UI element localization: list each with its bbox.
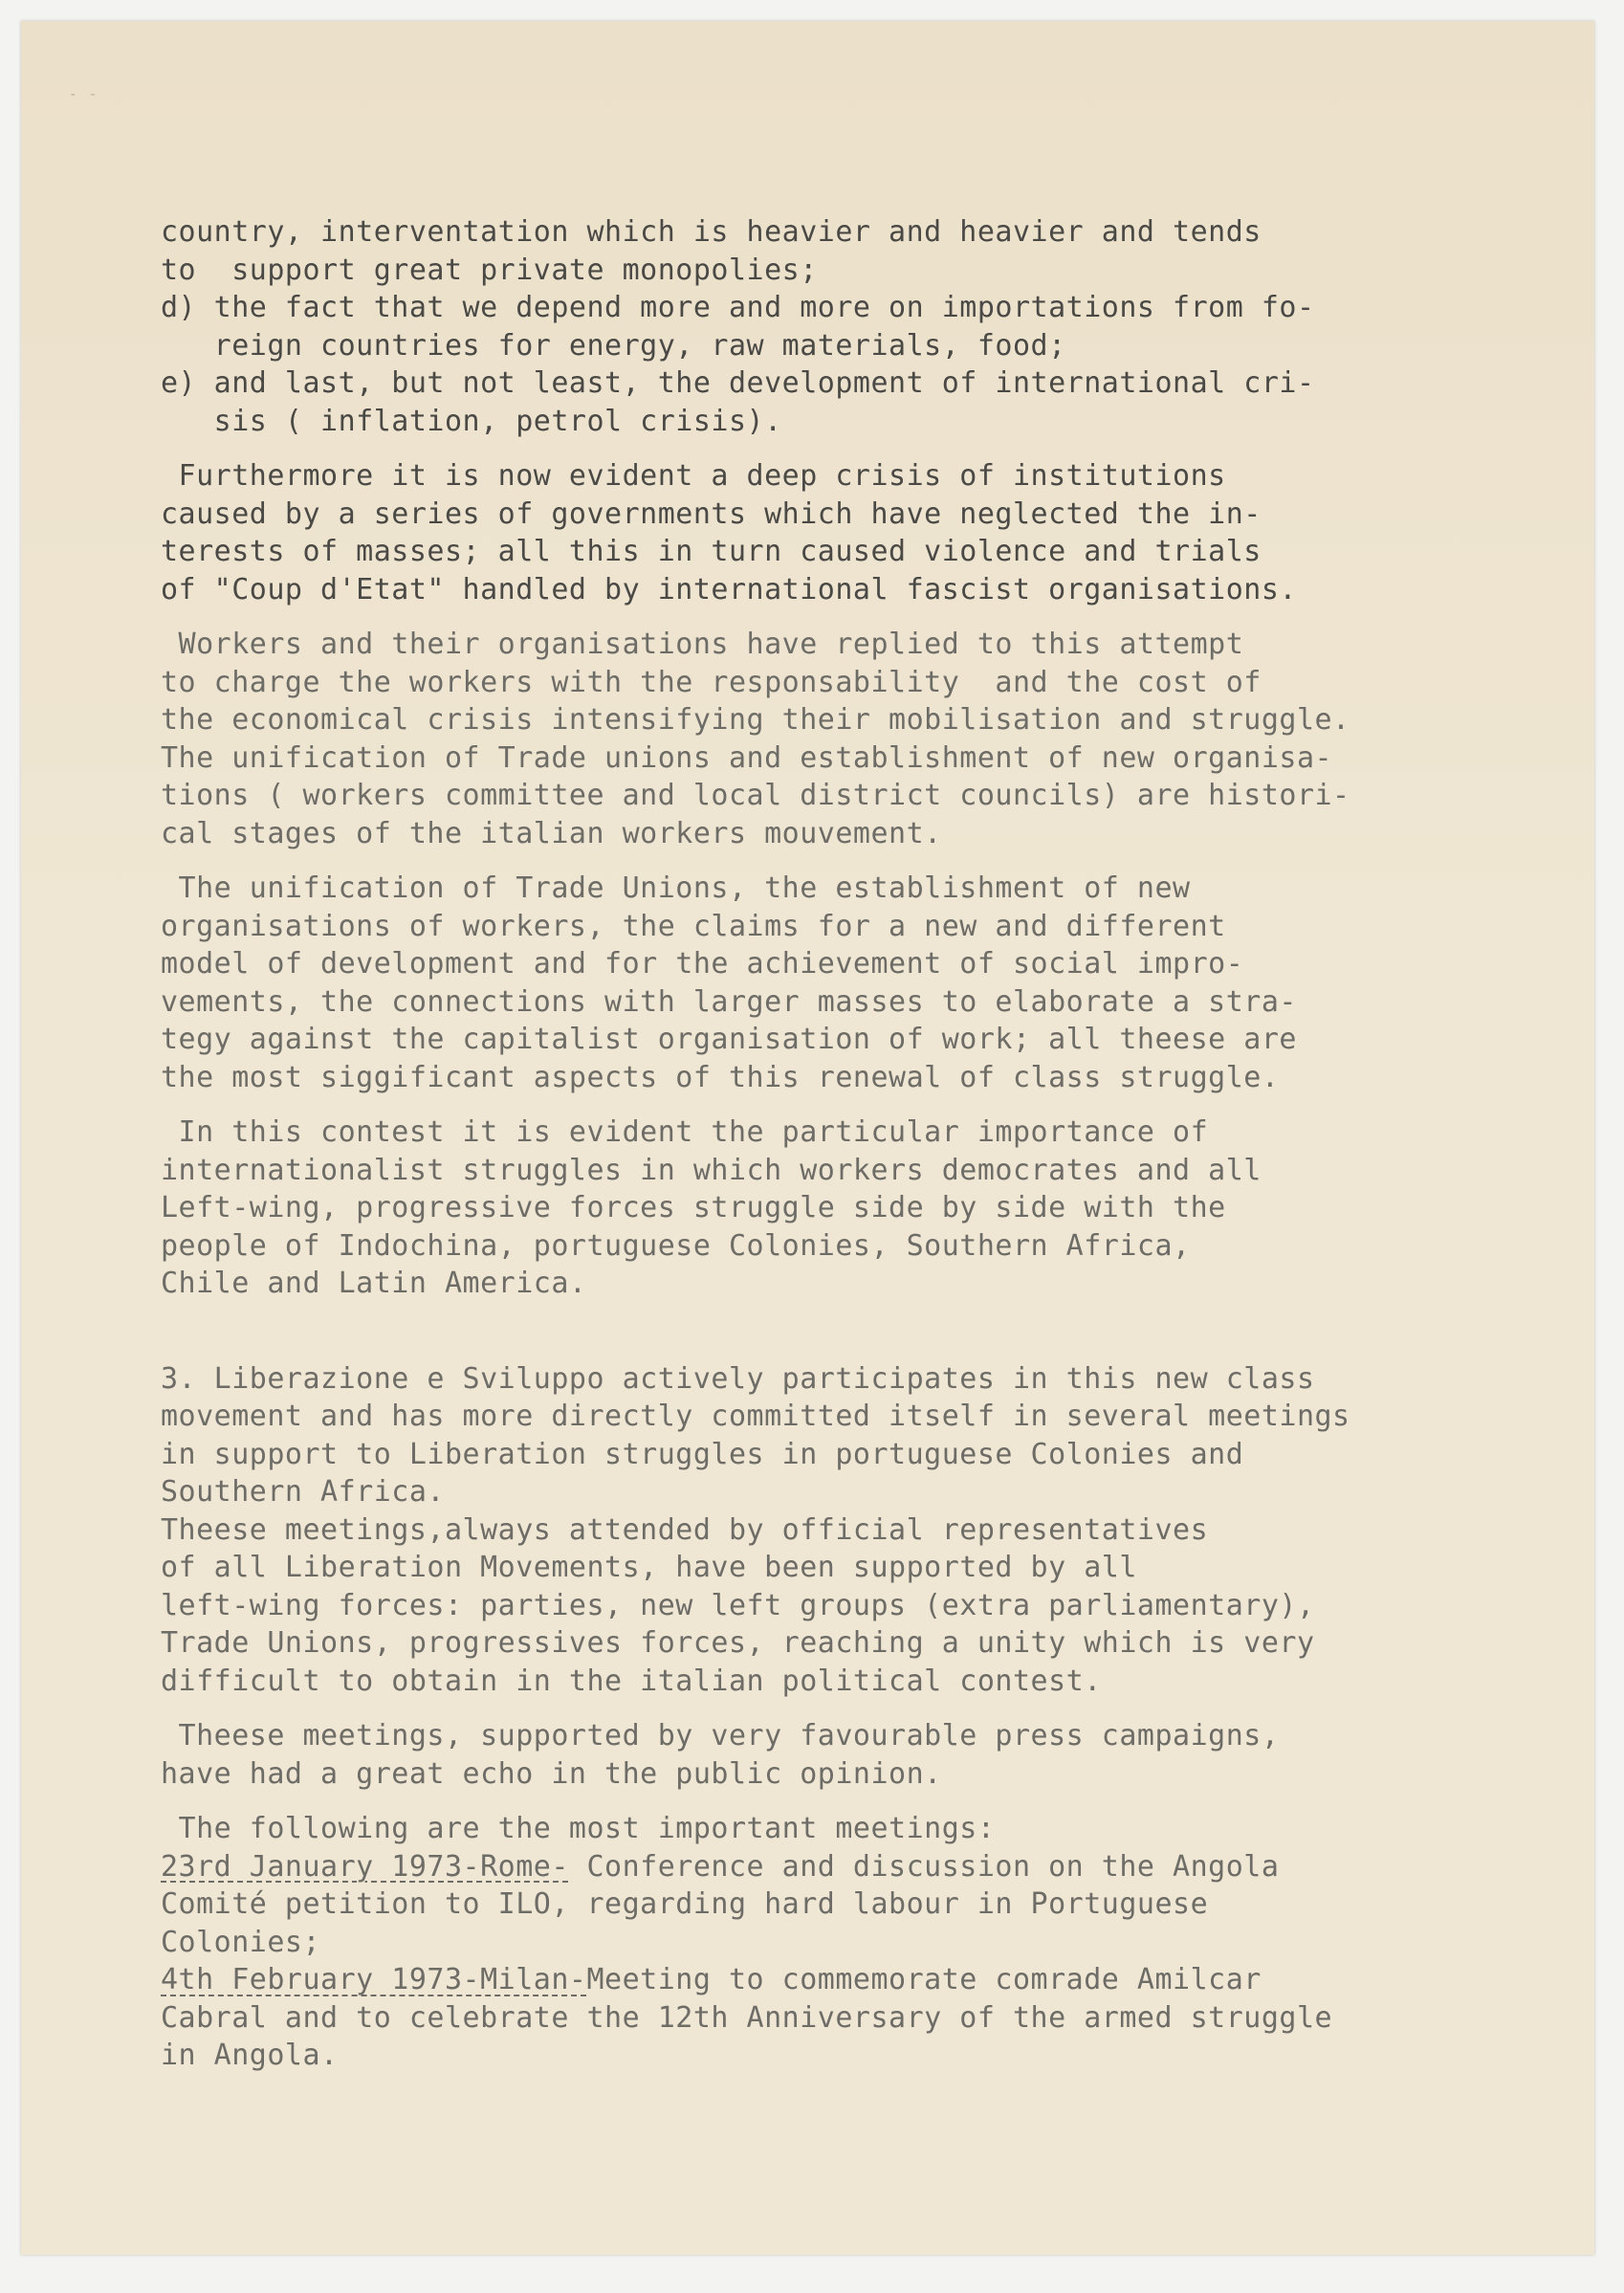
text-line: Comité petition to ILO, regarding hard labour in Portuguese bbox=[161, 1887, 1209, 1921]
text-line: movement and has more directly committed itself in several meetings bbox=[161, 1400, 1350, 1433]
paragraph-press bbox=[161, 1717, 1500, 1793]
text-line: 3. Liberazione e Sviluppo actively participates in this new class bbox=[161, 1361, 1315, 1396]
text-line: Workers and their organisations have replied to this attempt bbox=[161, 628, 1244, 661]
text-line: Trade Unions, progressives forces, reaching a unity which is very bbox=[161, 1626, 1315, 1660]
text-line: reign countries for energy, raw materials, food; bbox=[161, 328, 1066, 363]
text-line: Theese meetings, supported by very favourable press campaigns, bbox=[161, 1719, 1280, 1753]
text-line: difficult to obtain in the italian political contest. bbox=[161, 1664, 1102, 1698]
text-line: of all Liberation Movements, have been supported by all bbox=[161, 1551, 1137, 1584]
body-text bbox=[161, 213, 1500, 2075]
text-line: cal stages of the italian workers mouvement. bbox=[161, 816, 942, 850]
text-line: people of Indochina, portuguese Colonies, Southern Africa, bbox=[161, 1228, 1191, 1263]
text-line: Left-wing, progressive forces struggle side by side with the bbox=[161, 1191, 1226, 1224]
meeting-item bbox=[161, 1848, 1500, 1886]
text-line: terests of masses; all this in turn caused violence and trials bbox=[161, 535, 1262, 568]
text-line: Colonies; bbox=[161, 1925, 321, 1959]
text-line: in support to Liberation struggles in portuguese Colonies and bbox=[161, 1437, 1244, 1471]
page-mark: - - bbox=[69, 87, 99, 102]
meetings-list bbox=[161, 1810, 1500, 2075]
text-line: Cabral and to celebrate the 12th Anniversary of the armed struggle bbox=[161, 2000, 1333, 2035]
meeting-date: 23rd January 1973-Rome- bbox=[161, 1849, 569, 1884]
paragraph-crisis-institutions bbox=[161, 457, 1500, 608]
text-line: Theese meetings,always attended by official representatives bbox=[161, 1512, 1209, 1547]
text-line: tions ( workers committee and local district councils) are histori- bbox=[161, 779, 1350, 812]
text-line: model of development and for the achievement of social impro- bbox=[161, 947, 1244, 981]
text-line: Chile and Latin America. bbox=[161, 1267, 587, 1300]
meeting-item bbox=[161, 1961, 1500, 1999]
meeting-description: Conference and discussion on the Angola bbox=[568, 1849, 1280, 1884]
paragraph-workers-reply bbox=[161, 626, 1500, 852]
text-line: d) the fact that we depend more and more on importations from fo- bbox=[161, 291, 1315, 324]
text-line: of "Coup d'Etat" handled by international fascist organisations. bbox=[161, 572, 1297, 606]
text-line: country, interventation which is heavier and heavier and tends bbox=[161, 215, 1262, 249]
document-page bbox=[21, 21, 1594, 2255]
text-line: caused by a series of governments which have neglected the in- bbox=[161, 496, 1262, 531]
text-line: to support great private monopolies; bbox=[161, 253, 818, 287]
text-line: sis ( inflation, petrol crisis). bbox=[161, 404, 782, 438]
text-line: e) and last, but not least, the development of international cri- bbox=[161, 366, 1315, 400]
paragraph-internationalist bbox=[161, 1113, 1500, 1303]
meeting-date: 4th February 1973-Milan- bbox=[161, 1963, 587, 1996]
text-line: In this contest it is evident the particular importance of bbox=[161, 1115, 1209, 1149]
section-3 bbox=[161, 1360, 1500, 1701]
text-line: left-wing forces: parties, new left groups (extra parliamentary), bbox=[161, 1588, 1315, 1622]
text-line: to charge the workers with the responsability and the cost of bbox=[161, 665, 1262, 699]
text-line: Furthermore it is now evident a deep crisis of institutions bbox=[161, 459, 1226, 493]
text-line: the economical crisis intensifying their mobilisation and struggle. bbox=[161, 703, 1350, 737]
meetings-intro: The following are the most important meetings: bbox=[161, 1812, 996, 1845]
text-line: The unification of Trade unions and establishment of new organisa- bbox=[161, 740, 1333, 775]
text-line: vements, the connections with larger masses to elaborate a stra- bbox=[161, 984, 1297, 1019]
meeting-description: Meeting to commemorate comrade Amilcar bbox=[586, 1963, 1262, 1996]
paragraph-unification bbox=[161, 870, 1500, 1096]
text-line: have had a great echo in the public opinion. bbox=[161, 1756, 942, 1791]
text-line: Southern Africa. bbox=[161, 1475, 445, 1509]
text-line: in Angola. bbox=[161, 2039, 339, 2072]
text-line: organisations of workers, the claims for a new and different bbox=[161, 909, 1226, 943]
list-items bbox=[161, 213, 1500, 440]
text-line: The unification of Trade Unions, the establishment of new bbox=[161, 871, 1191, 905]
text-line: the most siggificant aspects of this renewal of class struggle. bbox=[161, 1060, 1280, 1094]
text-line: tegy against the capitalist organisation of work; all theese are bbox=[161, 1023, 1297, 1056]
text-line: internationalist struggles in which workers democrates and all bbox=[161, 1153, 1262, 1187]
